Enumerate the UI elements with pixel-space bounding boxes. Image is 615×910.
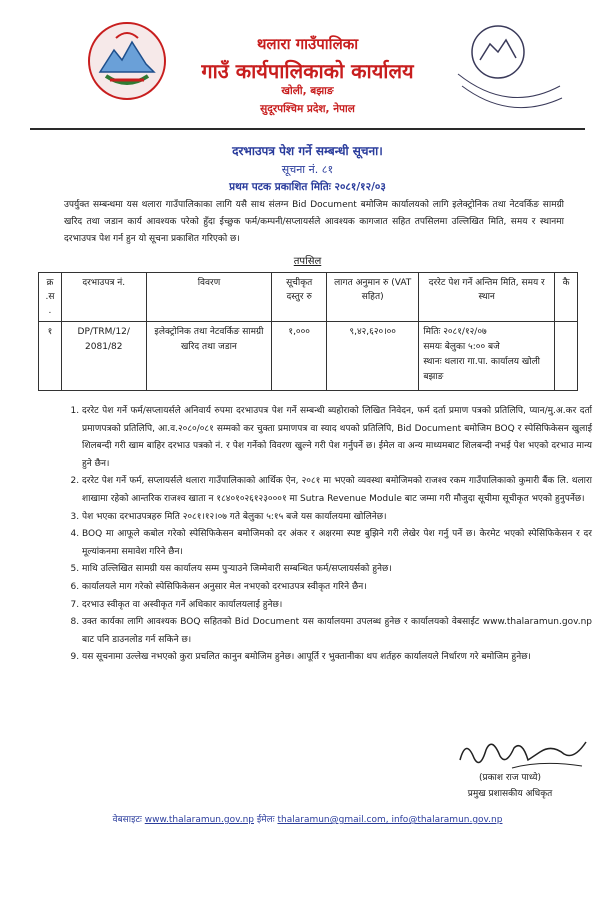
terms-list — [60, 403, 592, 667]
intro-paragraph: उपर्युक्त सम्बन्धमा यस थलारा गाउँपालिकाका लागि यसै साथ संलग्न Bid Document बमोजिम कार्यालयको लागि इलेक्ट्रोनिक तथा नेटवर्किङ सामग्री खरिद तथा जडान कार्य आवश्यक परेको हुँदा ईच्छुक फर्म/कम्पनी/सप्लायर्सले आवश्यक कागजात सहित तपसिलमा उल्लिखित मिति, समय र स्थानमा दरभाउपत्र पेश गर्न हुन यो सूचना प्रकाशित गरिएको छ। — [64, 200, 564, 244]
table-row — [39, 322, 578, 391]
office-address: खोली, बझाङ — [281, 85, 334, 97]
notice-number: सूचना नं. ८१ — [281, 163, 334, 176]
deadline-place: स्थानः थलारा गा.पा. कार्यालय खोली बझाङ — [423, 357, 541, 382]
col-listing-fee: सूचीकृत दस्तुर रु — [272, 273, 327, 322]
notice-title: दरभाउपत्र पेश गर्ने सम्बन्धी सूचना। — [232, 144, 383, 158]
header-divider — [30, 128, 585, 130]
office-province: सुदूरपश्चिम प्रदेश, नेपाल — [260, 103, 355, 115]
cell-deadline — [419, 322, 555, 391]
col-cost-estimate: लागत अनुमान रु (VAT सहित) — [327, 273, 419, 322]
website-label: वेबसाइटः — [112, 815, 142, 825]
cell-remarks — [555, 322, 578, 391]
list-item: 9. यस सूचनामा उल्लेख नभएको कुरा प्रचलित कानुन बमोजिम हुनेछ। आपूर्ति र भुक्तानीका थप शर्तहरु कार्यालयले निर्धारण गरे बमोजिम हुनेछ। — [82, 649, 592, 667]
col-bid-number: दरभाउपत्र नं. — [61, 273, 146, 322]
list-item: 8. उक्त कार्यका लागि आवश्यक BOQ सहितको Bid Document यस कार्यालयमा उपलब्ध हुनेछ र कार्यालयको वेबसाईट www.thalaramun.gov.np बाट पनि डाउनलोड गर्न सकिने छ। — [82, 614, 592, 649]
table-header-row — [39, 273, 578, 322]
footer-contact — [0, 812, 615, 825]
list-item: 7. दरभाउ स्वीकृत वा अस्वीकृत गर्ने अधिकार कार्यालयलाई हुनेछ। — [82, 597, 592, 615]
bid-schedule-table — [38, 272, 578, 391]
signatory-name: (प्रकाश राज पाध्ये) — [479, 773, 541, 783]
cell-cost-estimate: ९,४२,६२०।०० — [327, 322, 419, 391]
list-item: 1. दररेट पेश गर्ने फर्म/सप्लायर्सले अनिवार्य रुपमा दरभाउपत्र पेश गर्ने सम्बन्धी ब्यहोराको लिखित निवेदन, फर्म दर्ता प्रमाण पत्रको प्रतिलिपि, प्यान/मु.अ.कर दर्ता प्रमाणपत्रको प्रतिलिपि, आ.व.२०८०/०८१ सम्मको कर चुक्ता प्रमाणपत्र वा स्याद थपको प्रतिलिपि, Bid Document बमोजिम BOQ र स्पेसिफिकेसन खुलाई शिलबन्दी गरी खाम बाहिर दरभाउ पत्रको नं. र पेश गर्नेको विवरण खुल्ने गरी पेश गर्नुपर्ने छ। ईमेल वा अन्य माध्यमबाट शिलबन्दी नभई पेश भएको दरभाउ मान्य हुने छैन। — [82, 403, 592, 473]
col-remarks: कै — [555, 273, 578, 322]
deadline-time: समयः बेलुका ५:०० बजे — [423, 342, 500, 352]
list-item: 3. पेश भएका दरभाउपत्रहरु मिति २०८१।१२।०७ गते बेलुका ५:१५ बजे यस कार्यालयमा खोलिनेछ। — [82, 509, 592, 527]
cell-description: इलेक्ट्रोनिक तथा नेटवर्किङ सामग्री खरिद तथा जडान — [146, 322, 272, 391]
col-description: विवरण — [146, 273, 272, 322]
cell-bid-number: DP/TRM/12/ 2081/82 — [61, 322, 146, 391]
deadline-date: मितिः २०८१/१२/०७ — [423, 327, 487, 337]
list-item: 5. माथि उल्लिखित सामग्री यस कार्यालय सम्म पुऱ्याउने जिम्मेवारी सम्बन्धित फर्म/सप्लायर्सको हुनेछ। — [82, 561, 592, 579]
list-item: 4. BOQ मा आफूले कबोल गरेको स्पेसिफिकेसन बमोजिमको दर अंकर र अक्षरमा स्पष्ट बुझिने गरी लेखेर पेश गर्नु पर्ने छ। केरमेट भएको स्पेसिफिकेसन र दर मूल्यांकनमा समावेश गरिने छैन। — [82, 526, 592, 561]
office-name: गाउँ कार्यपालिकाको कार्यालय — [201, 59, 414, 83]
signatory-role: प्रमुख प्रशासकीय अधिकृत — [467, 789, 553, 799]
col-deadline: दररेट पेश गर्ने अन्तिम मिति, समय र स्थान — [419, 273, 555, 322]
table-caption: तपसिल — [293, 256, 322, 267]
municipality-name: थलारा गाउँपालिका — [256, 35, 359, 53]
publication-date: प्रथम पटक प्रकाशित मितिः २०८१/१२/०३ — [229, 181, 386, 193]
email-label: ईमेलः — [256, 815, 275, 825]
cell-serial: १ — [39, 322, 62, 391]
list-item: 2. दररेट पेश गर्ने फर्म, सप्लायर्सले थलारा गाउँपालिकाको आर्थिक ऐन, २०८१ मा भएको व्यवस्था बमोजिमको राजश्व रकम गाउँपालिकाको कुमारी बैंक लि. थलारा शाखामा रहेको आन्तरिक राजश्व खाता न १८४०१०२६१२३०००१ मा Sutra Revenue Module बाट जम्मा गरी मौजुदा सूचीमा सूचीकृत भएको हुनुपर्नेछ। — [82, 473, 592, 508]
list-item: 6. कार्यालयले माग गरेको स्पेसिफिकेसन अनुसार मेल नभएको दरभाउपत्र स्वीकृत गरिने छैन। — [82, 579, 592, 597]
email-links[interactable]: thalaramun@gmail.com, info@thalaramun.gov.np — [277, 815, 503, 825]
cell-listing-fee: १,००० — [272, 322, 327, 391]
col-serial: क्र .स . — [39, 273, 62, 322]
website-link[interactable]: www.thalaramun.gov.np — [144, 815, 254, 825]
office-seal-stamp — [448, 14, 568, 124]
